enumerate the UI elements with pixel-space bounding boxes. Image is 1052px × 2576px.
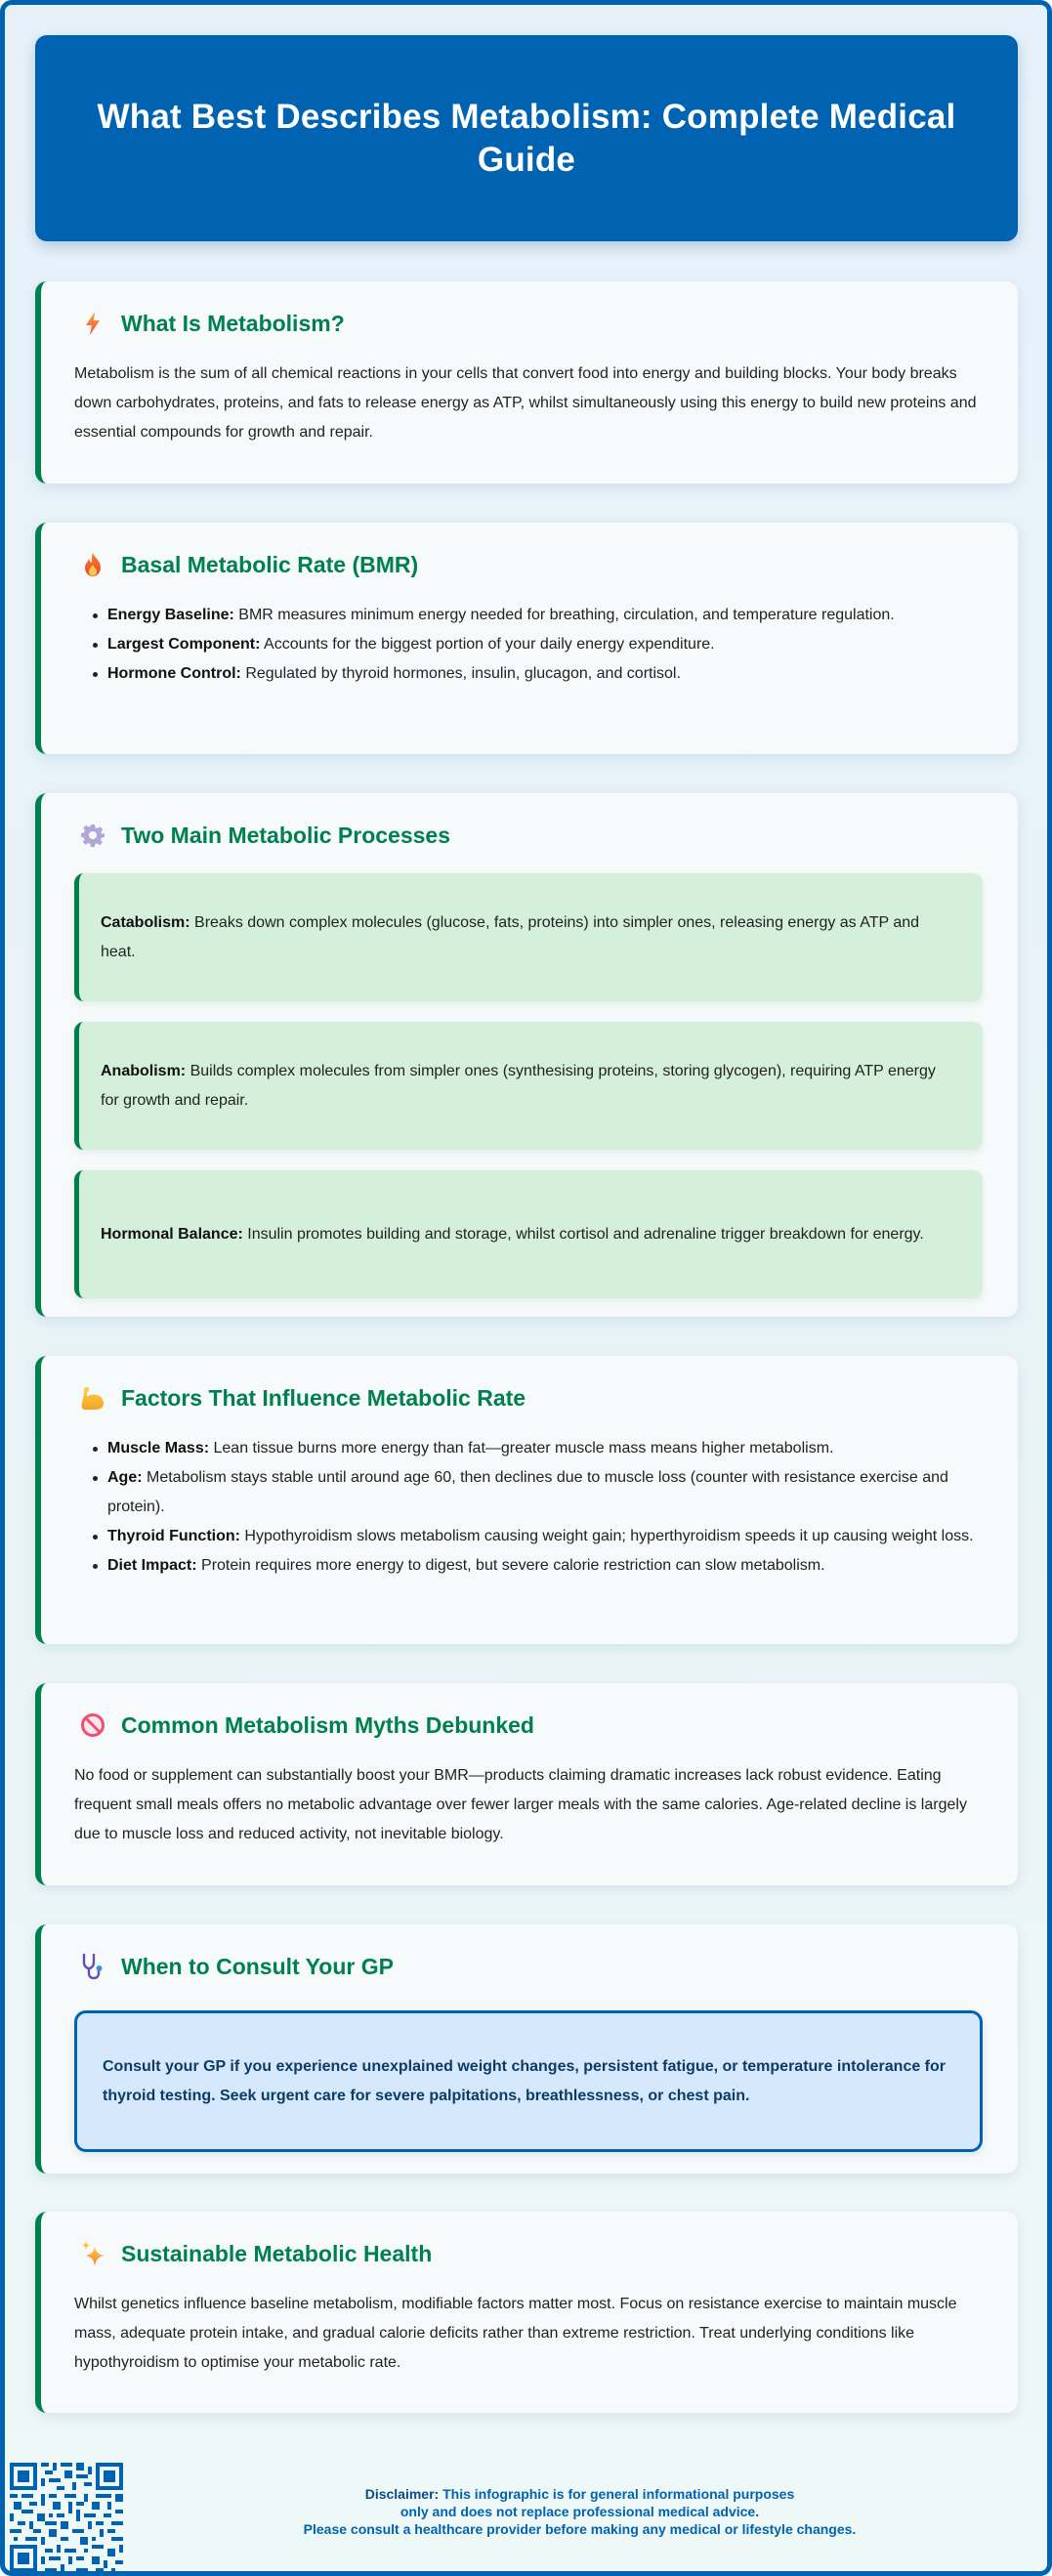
- section-heading: [74, 1952, 983, 1981]
- footer: [5, 2452, 1047, 2569]
- section-title: Sustainable Metabolic Health: [121, 2240, 433, 2266]
- section-title: Factors That Influence Metabolic Rate: [121, 1384, 526, 1411]
- section-heading: [74, 1710, 983, 1740]
- section-body: Whilst genetics influence baseline metabolism, modifiable factors matter most. Focus on resistance exercise to maintain muscle mass, adequate protein intake, and gradual calorie deficits rather than extreme restriction. Treat underlying conditions like hypothyroidism to optimise your metabolic rate.: [74, 2296, 957, 2371]
- section-consult-gp: [35, 1924, 1018, 2174]
- section-title: When to Consult Your GP: [121, 1953, 394, 1979]
- section-heading: [74, 309, 983, 338]
- factors-list: [74, 1434, 983, 1581]
- section-myths: [35, 1683, 1018, 1885]
- page-header: [35, 35, 1018, 241]
- bmr-list: [74, 601, 983, 689]
- list-item: Largest Component: Accounts for the biggest portion of your daily energy expenditure.: [84, 630, 983, 659]
- section-heading: [74, 2239, 983, 2268]
- page-title: What Best Describes Metabolism: Complete Medical Guide: [97, 97, 956, 179]
- sparkles-icon: [80, 2241, 105, 2266]
- section-heading: [74, 550, 983, 579]
- list-item: Thyroid Function: Hypothyroidism slows metabolism causing weight gain; hyperthyroidism speeds it up causing weight loss.: [84, 1522, 983, 1551]
- section-body: No food or supplement can substantially boost your BMR—products claiming dramatic increases lack robust evidence. Eating frequent small meals offers no metabolic advantage over fewer larger meals with the same calories. Age-related decline is largely due to muscle loss and reduced activity, not inevitable biology.: [74, 1767, 967, 1842]
- section-heading: [74, 1383, 983, 1413]
- list-item: Energy Baseline: BMR measures minimum energy needed for breathing, circulation, and temperature regulation.: [84, 601, 983, 630]
- list-item: Diet Impact: Protein requires more energy to digest, but severe calorie restriction can slow metabolism.: [84, 1551, 983, 1581]
- section-title: Basal Metabolic Rate (BMR): [121, 551, 419, 577]
- section-bmr: [35, 523, 1018, 754]
- gear-icon: [80, 823, 105, 848]
- lightning-icon: [80, 311, 105, 336]
- section-sustainable-health: [35, 2212, 1018, 2413]
- list-item: Muscle Mass: Lean tissue burns more energy than fat—greater muscle mass means higher metabolism.: [84, 1434, 983, 1463]
- section-metabolic-processes: [35, 793, 1018, 1317]
- section-body: Metabolism is the sum of all chemical reactions in your cells that convert food into energy and building blocks. Your body breaks down carbohydrates, proteins, and fats to release energy as ATP, whilst simultaneously using this energy to build new proteins and essential compounds for growth and repair.: [74, 365, 977, 441]
- section-heading: [74, 821, 983, 850]
- section-title: What Is Metabolism?: [121, 310, 345, 336]
- process-card-anabolism: Anabolism: Builds complex molecules from simpler ones (synthesising proteins, storing glycogen), requiring ATP energy for growth and repair.: [74, 1022, 983, 1150]
- section-title: Common Metabolism Myths Debunked: [121, 1711, 534, 1738]
- stethoscope-icon: [80, 1954, 105, 1979]
- prohibited-icon: [80, 1712, 105, 1738]
- gp-callout-box: Consult your GP if you experience unexplained weight changes, persistent fatigue, or temperature intolerance for thyroid testing. Seek urgent care for severe palpitations, breathlessness, or chest pain.: [74, 2010, 983, 2152]
- list-item: Hormone Control: Regulated by thyroid hormones, insulin, glucagon, and cortisol.: [84, 659, 983, 689]
- flexed-biceps-icon: [80, 1385, 105, 1411]
- list-item: Age: Metabolism stays stable until around age 60, then declines due to muscle loss (counter with resistance exercise and protein).: [84, 1463, 983, 1522]
- disclaimer: Disclaimer: This infographic is for general informational purposes only and does not replace professional medical advice. Please consult a healthcare provider before making any medical or lifestyle changes.: [303, 2486, 857, 2537]
- qr-code-icon[interactable]: [10, 2463, 123, 2572]
- process-cards: [74, 873, 983, 1298]
- section-title: Two Main Metabolic Processes: [121, 822, 451, 848]
- section-what-is-metabolism: [35, 281, 1018, 484]
- process-card-hormonal-balance: Hormonal Balance: Insulin promotes building and storage, whilst cortisol and adrenaline trigger breakdown for energy.: [74, 1170, 983, 1298]
- section-factors: [35, 1356, 1018, 1644]
- process-card-catabolism: Catabolism: Breaks down complex molecules (glucose, fats, proteins) into simpler ones, releasing energy as ATP and heat.: [74, 873, 983, 1001]
- fire-icon: [80, 552, 105, 577]
